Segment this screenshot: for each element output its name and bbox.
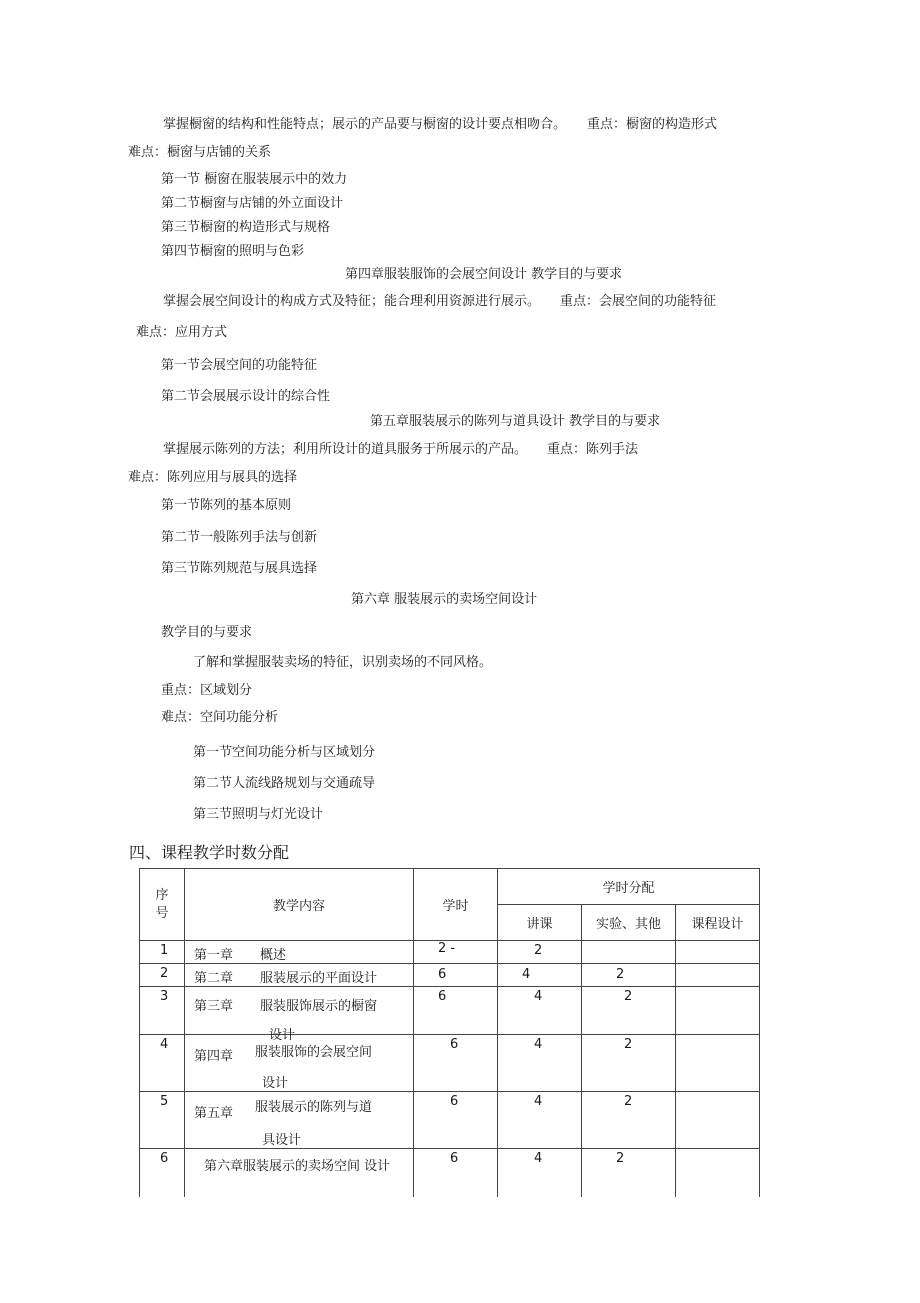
header-alloc: 学时分配 (498, 869, 760, 905)
row-title: 概述 (260, 948, 287, 963)
ch4-goal-line: 掌握会展空间设计的构成方式及特征；能合理利用资源进行展示。 (163, 294, 541, 309)
row-hours: 6 (414, 1035, 498, 1092)
row-title: 第六章服装展示的卖场空间 设计 (204, 1159, 391, 1174)
row-hours: 6 (414, 1149, 498, 1197)
ch4-key-point: 重点：会展空间的功能特征 (560, 294, 717, 309)
header-seq: 序号 (140, 869, 185, 941)
ch4-difficulty: 难点：应用方式 (136, 325, 228, 340)
ch5-section-1: 第一节陈列的基本原则 (161, 498, 292, 513)
row-content (185, 1092, 414, 1149)
row-content (185, 987, 414, 1043)
row-title: 服装展示的平面设计 (260, 971, 378, 986)
row-content (185, 1149, 414, 1197)
ch6-section-3: 第三节照明与灯光设计 (193, 807, 324, 822)
row-title-cont: 具设计 (262, 1133, 302, 1148)
row-seq: 5 (140, 1092, 185, 1149)
ch6-difficulty: 难点：空间功能分析 (161, 710, 279, 725)
row-chapter: 第三章 (194, 999, 234, 1014)
row-hours: 6 (414, 987, 498, 1035)
row-chapter: 第四章 (194, 1049, 234, 1064)
row-title: 服装服饰展示的橱窗 (260, 999, 378, 1014)
ch3-difficulty: 难点：橱窗与店铺的关系 (128, 145, 272, 160)
row-title-cont: 设计 (262, 1076, 289, 1091)
row-seq: 1 (140, 941, 185, 964)
ch3-goal-line: 掌握橱窗的结构和性能特点；展示的产品要与橱窗的设计要点相吻合。 (163, 117, 567, 132)
row-lecture: 4 (498, 987, 582, 1035)
row-design (676, 964, 760, 987)
ch5-goal-line: 掌握展示陈列的方法；利用所设计的道具服务于所展示的产品。 (163, 442, 528, 457)
header-hours: 学时 (414, 869, 498, 941)
table-row (140, 1092, 760, 1149)
table-row (140, 1149, 760, 1197)
ch3-section-4: 第四节橱窗的照明与色彩 (161, 244, 305, 259)
row-title: 服装服饰的会展空间 (255, 1045, 373, 1060)
row-lecture: 4 (498, 1092, 582, 1149)
ch3-section-3: 第三节橱窗的构造形式与规格 (161, 220, 331, 235)
row-title-cont: 设计 (269, 1028, 296, 1043)
row-title: 服装展示的陈列与道 (255, 1100, 373, 1115)
row-lab: 2 (582, 1035, 676, 1092)
row-content (185, 1035, 414, 1092)
row-seq: 3 (140, 987, 185, 1035)
row-design (676, 941, 760, 964)
row-lab: 2 (582, 1149, 676, 1197)
table-row (140, 964, 760, 987)
row-hours: 6 (414, 1092, 498, 1149)
ch6-goal-line: 了解和掌握服装卖场的特征，识别卖场的不同风格。 (193, 655, 493, 670)
ch5-difficulty: 难点：陈列应用与展具的选择 (128, 470, 298, 485)
ch4-section-1: 第一节会展空间的功能特征 (161, 358, 318, 373)
ch6-goal-heading: 教学目的与要求 (161, 625, 253, 640)
row-lecture: 4 (498, 964, 582, 987)
row-seq: 6 (140, 1149, 185, 1197)
ch4-title: 第四章服装服饰的会展空间设计 教学目的与要求 (345, 267, 623, 282)
ch6-section-1: 第一节空间功能分析与区域划分 (193, 745, 376, 760)
row-design (676, 1092, 760, 1149)
row-lecture: 4 (498, 1149, 582, 1197)
hours-table (139, 868, 760, 1197)
ch6-key-point: 重点：区域划分 (161, 683, 253, 698)
ch5-title: 第五章服装展示的陈列与道具设计 教学目的与要求 (370, 414, 661, 429)
row-lab: 2 (582, 987, 676, 1035)
row-hours: 6 (414, 964, 498, 987)
table-row (140, 1035, 760, 1092)
row-chapter: 第五章 (194, 1106, 234, 1121)
header-design: 课程设计 (676, 905, 760, 941)
ch3-key-point: 重点：橱窗的构造形式 (587, 117, 718, 132)
table-row (140, 941, 760, 964)
row-lab: 2 (582, 964, 676, 987)
row-design (676, 1149, 760, 1197)
ch3-section-2: 第二节橱窗与店铺的外立面设计 (161, 196, 344, 211)
header-content: 教学内容 (185, 869, 414, 941)
row-content (185, 964, 414, 987)
header-lecture: 讲课 (498, 905, 582, 941)
ch6-section-2: 第二节人流线路规划与交通疏导 (193, 776, 376, 791)
row-lab (582, 941, 676, 964)
row-seq: 2 (140, 964, 185, 987)
row-content (185, 941, 414, 964)
ch5-section-3: 第三节陈列规范与展具选择 (161, 561, 318, 576)
header-lab: 实验、其他 (582, 905, 676, 941)
row-chapter: 第一章 (194, 948, 234, 963)
ch3-section-1: 第一节 橱窗在服装展示中的效力 (161, 172, 348, 187)
section-heading: 四、课程教学时数分配 (129, 843, 290, 862)
ch5-section-2: 第二节一般陈列手法与创新 (161, 530, 318, 545)
table-row (140, 987, 760, 1035)
row-lecture: 2 (498, 941, 582, 964)
row-design (676, 987, 760, 1035)
ch4-section-2: 第二节会展展示设计的综合性 (161, 389, 331, 404)
ch6-title: 第六章 服装展示的卖场空间设计 (351, 592, 538, 607)
row-hours: 2 - (414, 941, 498, 964)
row-design (676, 1035, 760, 1092)
row-chapter: 第二章 (194, 971, 234, 986)
row-lab: 2 (582, 1092, 676, 1149)
ch5-key-point: 重点：陈列手法 (547, 442, 639, 457)
row-seq: 4 (140, 1035, 185, 1092)
row-lecture: 4 (498, 1035, 582, 1092)
